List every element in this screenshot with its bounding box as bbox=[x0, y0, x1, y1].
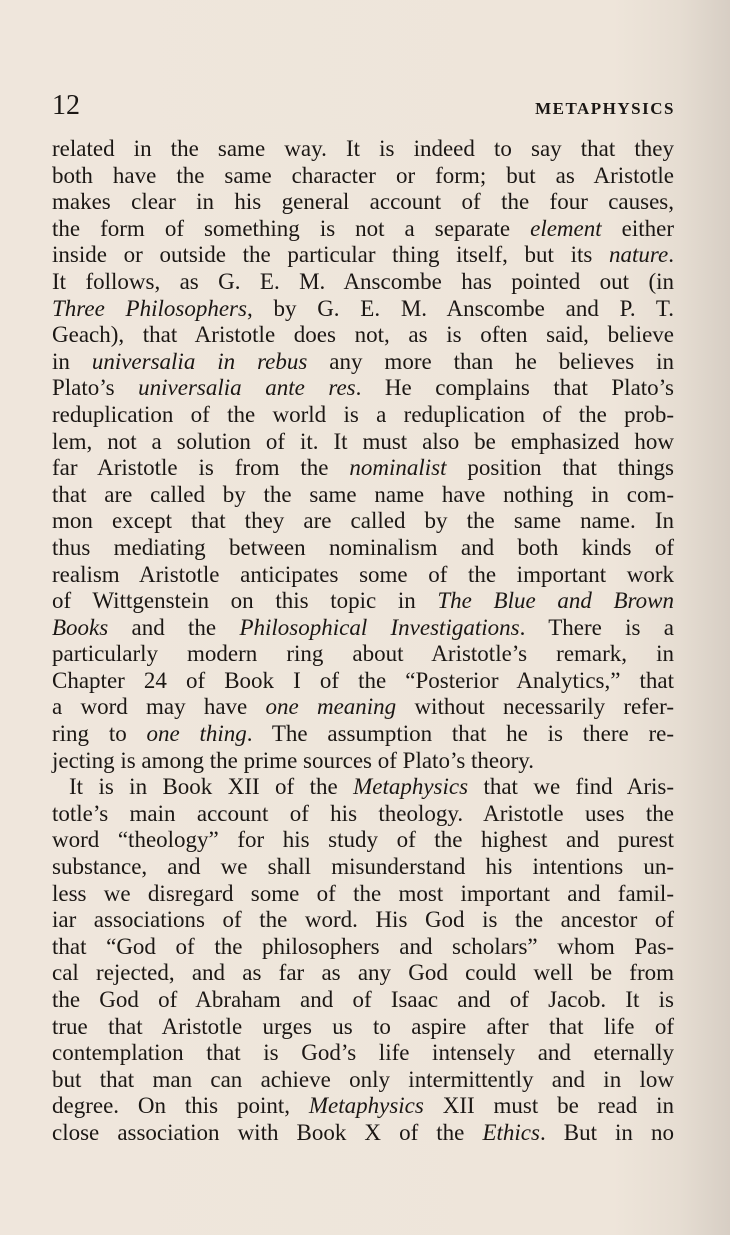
italic-phrase: element bbox=[530, 215, 602, 241]
text-line bbox=[52, 1120, 674, 1147]
text-line bbox=[52, 668, 674, 695]
text-run: jecting is among the prime sources of Plato’s theory. bbox=[52, 747, 535, 773]
text-run: reduplication of the world is a reduplication of the prob- bbox=[52, 401, 674, 427]
text-run: that are called by the same name have nothing in com- bbox=[52, 481, 674, 507]
text-line bbox=[52, 801, 674, 828]
text-line bbox=[52, 854, 674, 881]
italic-phrase: universalia ante res bbox=[138, 375, 356, 401]
text-run: It follows, as G. E. M. Anscombe has pointed out (in bbox=[52, 268, 674, 294]
italic-phrase: The Blue and Brown bbox=[437, 588, 674, 614]
text-run: makes clear in his general account of the four causes, bbox=[52, 189, 674, 215]
text-run: a word may have bbox=[52, 694, 266, 720]
text-run: contemplation that is God’s life intensely and eternally bbox=[52, 1040, 674, 1066]
text-line bbox=[52, 562, 674, 589]
text-line bbox=[52, 269, 674, 296]
text-line bbox=[52, 136, 674, 163]
text-run: any more than he believes in bbox=[307, 348, 674, 374]
text-run: that we find Aris- bbox=[468, 774, 675, 800]
text-run: . The assumption that he is there re- bbox=[246, 721, 674, 747]
text-run: XII must be read in bbox=[423, 1093, 675, 1119]
body-text bbox=[52, 136, 674, 1147]
text-line bbox=[52, 1093, 674, 1120]
text-run: less we disregard some of the most important and famil- bbox=[52, 880, 674, 906]
italic-phrase: Philosophical Investigations bbox=[239, 614, 520, 640]
italic-phrase: nominalist bbox=[349, 455, 447, 481]
text-line bbox=[52, 881, 674, 908]
text-line bbox=[52, 163, 674, 190]
text-line bbox=[52, 455, 674, 482]
text-run: and the bbox=[108, 614, 240, 640]
text-line bbox=[52, 774, 674, 801]
text-run: but that man can achieve only intermittently and in low bbox=[52, 1066, 674, 1092]
text-run: that “God of the philosophers and scholars” whom Pas- bbox=[52, 933, 674, 959]
running-title: METAPHYSICS bbox=[535, 99, 675, 118]
text-run: It is in Book XII of the bbox=[69, 774, 354, 800]
text-run: mon except that they are called by the same name. In bbox=[52, 508, 674, 534]
text-line bbox=[52, 641, 674, 668]
page-number: 12 bbox=[52, 90, 80, 121]
text-line bbox=[52, 508, 674, 535]
text-run: true that Aristotle urges us to aspire after that life of bbox=[52, 1013, 674, 1039]
text-run: . There is a bbox=[519, 614, 675, 640]
text-line bbox=[52, 296, 674, 323]
text-run: degree. On this point, bbox=[52, 1093, 309, 1119]
text-line bbox=[52, 1067, 674, 1094]
text-run: the God of Abraham and of Isaac and of Jacob. It is bbox=[52, 987, 674, 1012]
text-run: cal rejected, and as far as any God could well be from bbox=[52, 960, 674, 986]
text-run: Chapter 24 of Book I of the “Posterior Analytics,” that bbox=[52, 667, 674, 693]
text-run: Plato’s bbox=[52, 375, 139, 401]
text-line bbox=[52, 375, 674, 402]
text-run: . But in no bbox=[539, 1119, 674, 1145]
text-run: . He complains that Plato’s bbox=[355, 375, 675, 401]
italic-phrase: one thing bbox=[146, 721, 247, 747]
text-run: substance, and we shall misunderstand his intentions un- bbox=[52, 854, 674, 880]
text-line bbox=[52, 482, 674, 509]
text-run: particularly modern ring about Aristotle’s remark, in bbox=[52, 641, 674, 667]
text-line bbox=[52, 402, 674, 429]
italic-phrase: Ethics bbox=[482, 1119, 540, 1145]
text-line bbox=[52, 1040, 674, 1067]
text-line bbox=[52, 721, 674, 748]
text-line bbox=[52, 748, 674, 775]
italic-phrase: Metaphysics bbox=[353, 774, 469, 800]
text-run: without necessarily refer- bbox=[396, 694, 674, 720]
text-line bbox=[52, 189, 674, 216]
text-run: realism Aristotle anticipates some of the important work bbox=[52, 561, 674, 587]
text-run: close association with Book X of the bbox=[52, 1119, 483, 1145]
text-run: either bbox=[601, 215, 675, 241]
text-run: of Wittgenstein on this topic in bbox=[52, 588, 438, 614]
text-run: in bbox=[52, 348, 92, 374]
text-line bbox=[52, 216, 674, 243]
italic-phrase: nature bbox=[609, 242, 669, 268]
text-line bbox=[52, 322, 674, 349]
text-line bbox=[52, 934, 674, 961]
italic-phrase: one meaning bbox=[265, 694, 397, 720]
italic-phrase: Metaphysics bbox=[308, 1093, 424, 1119]
text-run: . bbox=[668, 242, 674, 268]
text-line bbox=[52, 987, 674, 1014]
text-run: thus mediating between nominalism and both kinds of bbox=[52, 534, 674, 560]
text-line bbox=[52, 349, 674, 376]
text-run: Geach), that Aristotle does not, as is often said, believe bbox=[52, 322, 674, 348]
text-run: related in the same way. It is indeed to say that they bbox=[52, 136, 674, 161]
text-line bbox=[52, 615, 674, 642]
text-run: iar associations of the word. His God is the ancestor of bbox=[52, 907, 674, 933]
text-line bbox=[52, 960, 674, 987]
text-run: inside or outside the particular thing itself, but its bbox=[52, 242, 610, 268]
text-run: far Aristotle is from the bbox=[52, 455, 350, 481]
text-run: lem, not a solution of it. It must also be emphasized how bbox=[52, 428, 674, 454]
text-line bbox=[52, 429, 674, 456]
text-run: word “theology” for his study of the highest and purest bbox=[52, 827, 674, 853]
text-line bbox=[52, 907, 674, 934]
text-line bbox=[52, 242, 674, 269]
italic-phrase: universalia in rebus bbox=[91, 348, 308, 374]
text-run: the form of something is not a separate bbox=[52, 215, 531, 241]
text-run: , by G. E. M. Anscombe and P. T. bbox=[246, 295, 674, 321]
page-header bbox=[52, 92, 674, 136]
text-line bbox=[52, 588, 674, 615]
text-line bbox=[52, 1014, 674, 1041]
text-run: position that things bbox=[446, 455, 674, 481]
text-run: both have the same character or form; but as Aristotle bbox=[52, 162, 674, 188]
italic-phrase: Three Philosophers bbox=[52, 295, 247, 321]
italic-phrase: Books bbox=[52, 614, 109, 640]
text-line bbox=[52, 827, 674, 854]
text-line bbox=[52, 535, 674, 562]
text-run: ring to bbox=[52, 721, 147, 747]
text-run: totle’s main account of his theology. Aristotle uses the bbox=[52, 800, 674, 826]
text-line bbox=[52, 694, 674, 721]
